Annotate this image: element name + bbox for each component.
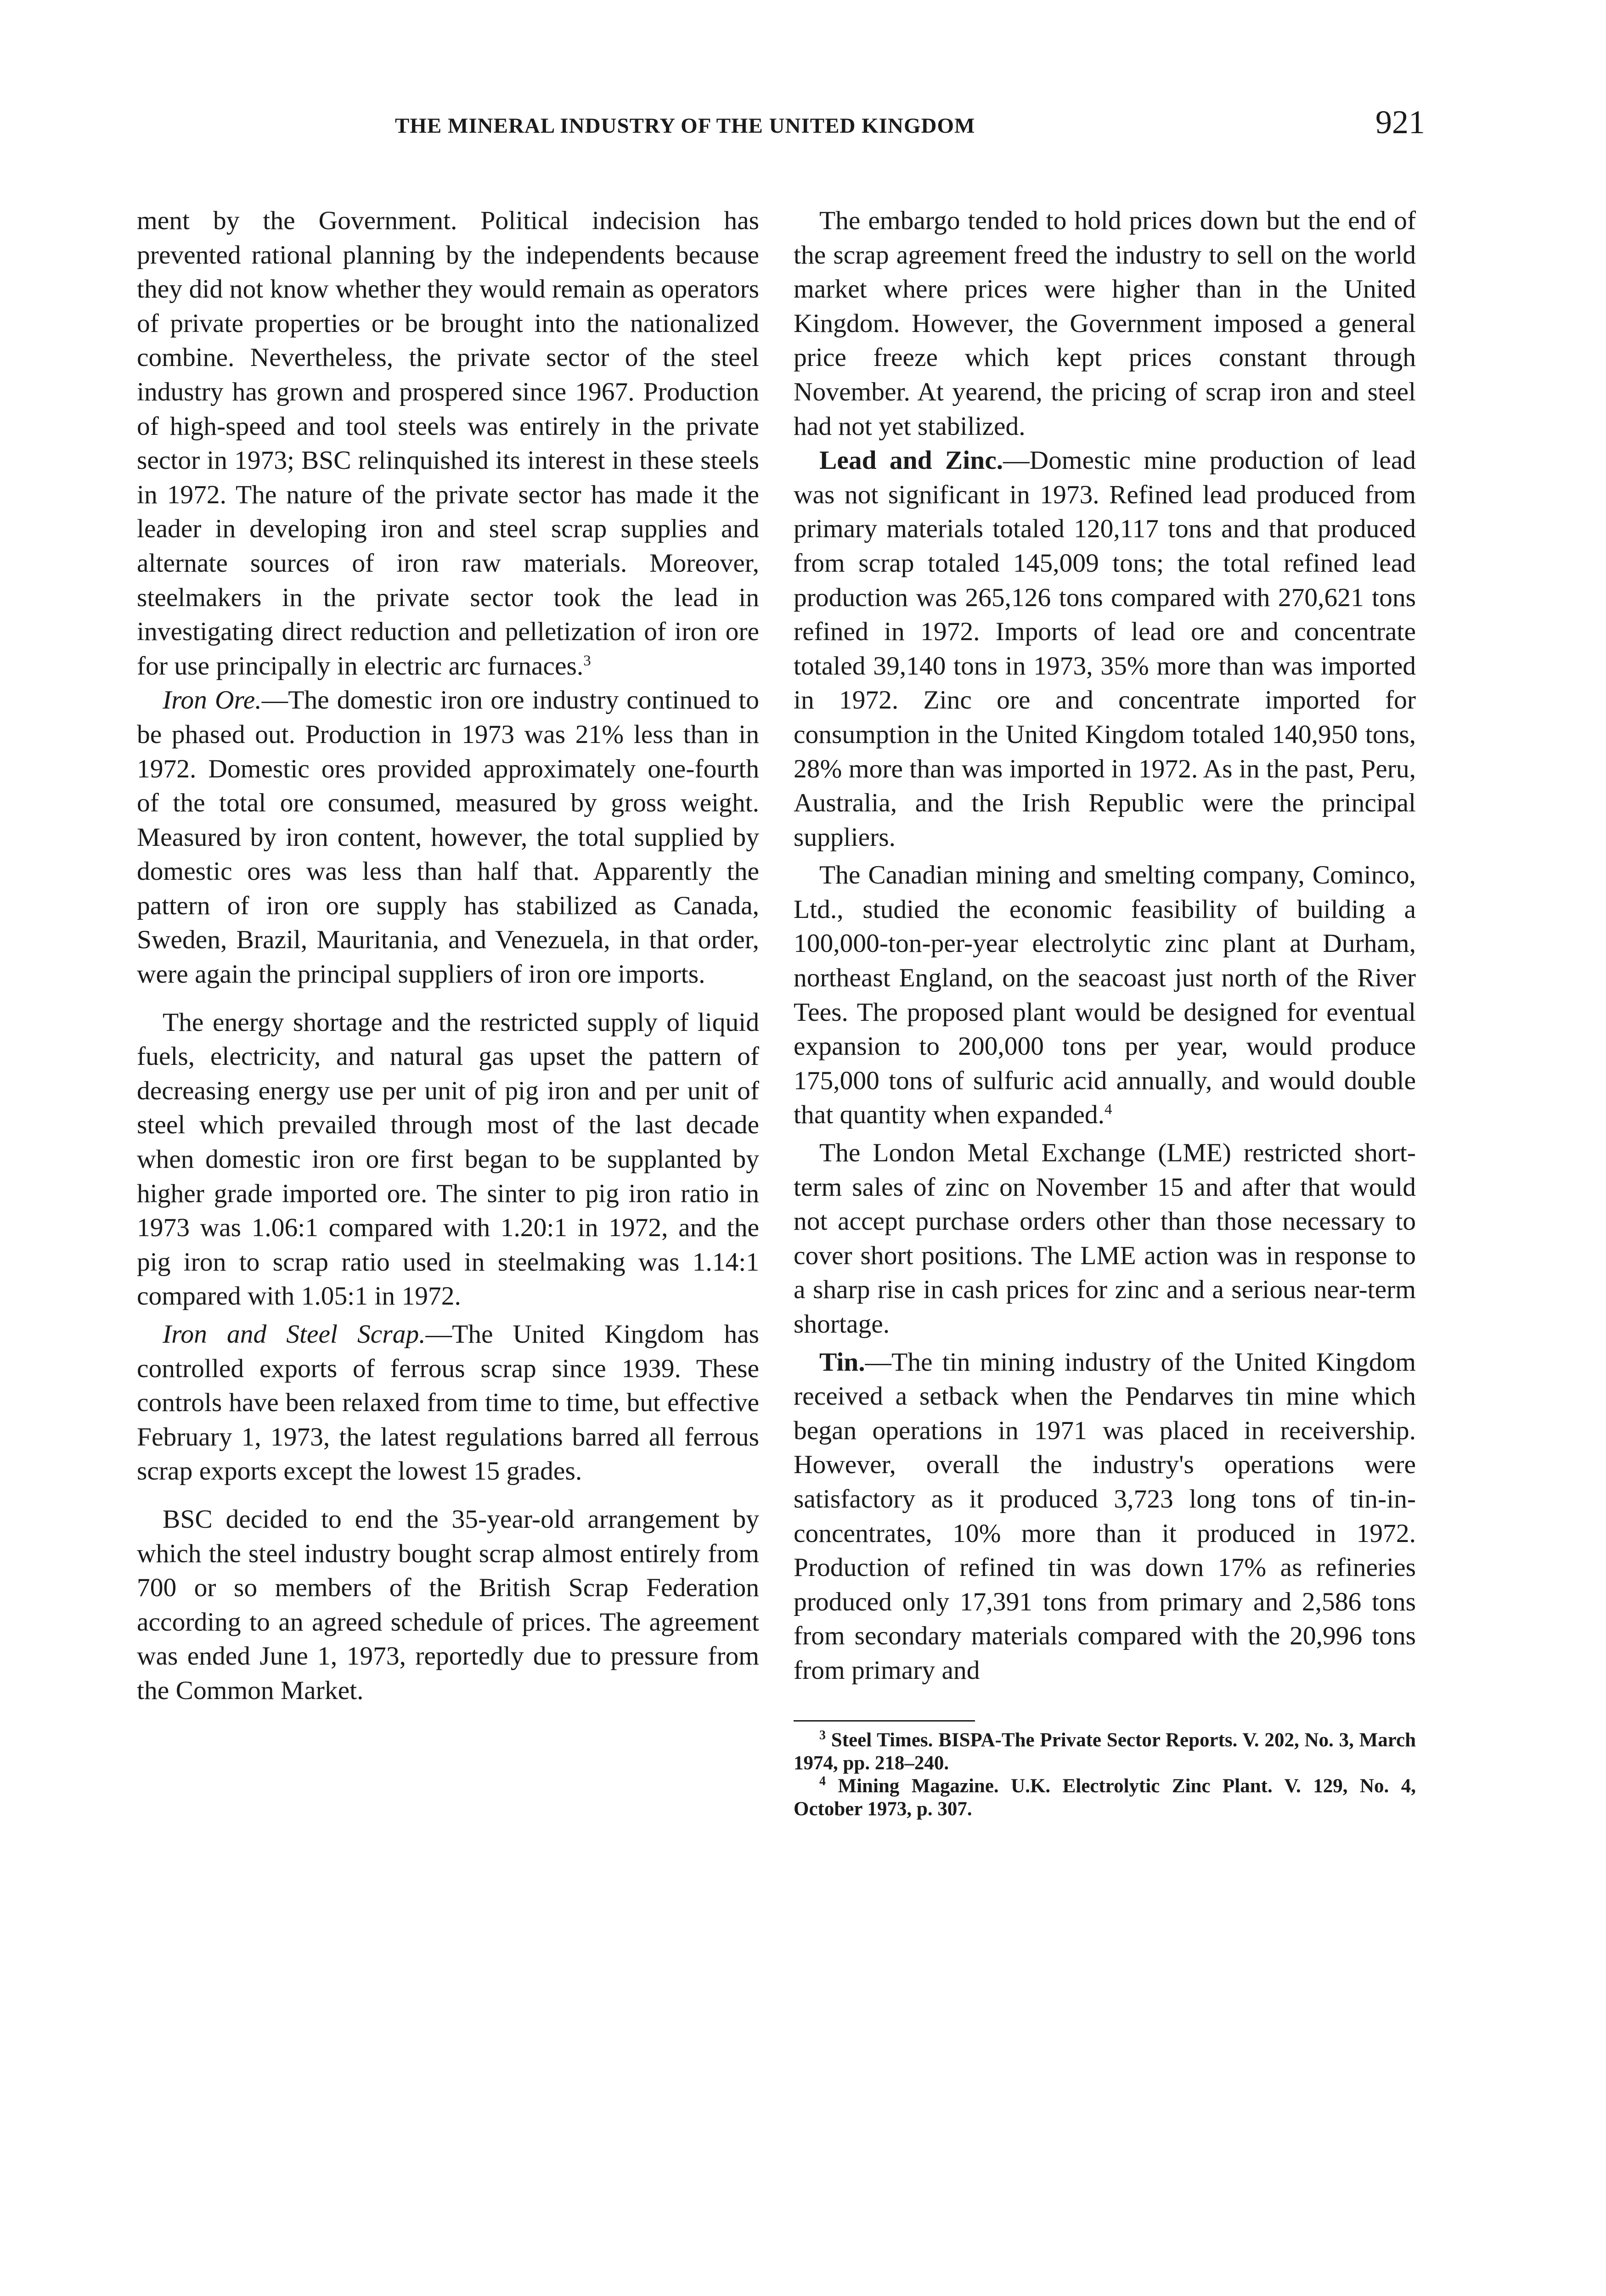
paragraph-lme: The London Metal Exchange (LME) restricted short-term sales of zinc on November 15 and after that would not accept purchase orders other than those necessary to cover short positions. The LME action was in response to a sharp rise in cash prices for zinc and a serious near-term shortage.: [794, 1138, 1416, 1339]
page-header: [0, 103, 1606, 158]
tin-heading: Tin.: [819, 1347, 865, 1377]
scrap-heading: Iron and Steel Scrap.: [163, 1320, 426, 1349]
paragraph-cominco: The Canadian mining and smelting company, Cominco, Ltd., studied the economic feasibility of building a 100,000-ton-per-year electrolytic zinc plant at Durham, northeast England, on the seacoast just north of the River Tees. The proposed plant would be designed for eventual expansion to 200,000 tons per year, would produce 175,000 tons of sulfuric acid annually, and would double that quantity when expanded.$^4$: [794, 861, 1416, 1130]
running-title: THE MINERAL INDUSTRY OF THE UNITED KINGDOM: [395, 114, 975, 138]
footnote-divider: [794, 1720, 975, 1722]
footnote-4: $^4$ Mining Magazine. U.K. Electrolytic Zinc Plant. V. 129, No. 4, October 1973, p. 307.: [794, 1774, 1416, 1820]
right-column: [794, 204, 1416, 1821]
footnote-ref-3[interactable]: 3: [583, 652, 591, 669]
paragraph-iron-ore: Iron Ore.—The domestic iron ore industry continued to be phased out. Production in 1973 was 21% less than in 1972. Domestic ores provided approximately one-fourth of the total ore consumed, measured by gross weight. Measured by iron content, however, the total supplied by domestic ores was less than half that. Apparently the pattern of iron ore supply has stabilized as Canada, Sweden, Brazil, Mauritania, and Venezuela, in that order, were again the principal suppliers of iron ore imports.: [137, 686, 759, 989]
footnote-3: $^3$ Steel Times. BISPA-The Private Sector Reports. V. 202, No. 3, March 1974, pp. 218–240.: [794, 1728, 1416, 1774]
footnote-marker: 4: [819, 1774, 826, 1789]
paragraph-embargo: The embargo tended to hold prices down but the end of the scrap agreement freed the industry to sell on the world market where prices were higher than in the United Kingdom. However, the Government imposed a general price freeze which kept prices constant through November. At yearend, the pricing of scrap iron and steel had not yet stabilized.: [794, 206, 1416, 441]
iron-ore-heading: Iron Ore.: [163, 686, 262, 715]
page-number: 921: [1375, 104, 1425, 141]
lead-zinc-heading: Lead and Zinc.: [819, 446, 1003, 475]
footnote-marker: 3: [819, 1728, 826, 1743]
footnotes: [794, 1729, 1416, 1821]
paragraph-private-sector: ment by the Government. Political indecision has prevented rational planning by the independents because they did not know whether they would remain as operators of private properties or be brought into the nationalized combine. Nevertheless, the private sector of the steel industry has grown and prospered since 1967. Production of high-speed and tool steels was entirely in the private sector in 1973; BSC relinquished its interest in these steels in 1972. The nature of the private sector has made it the leader in developing iron and steel scrap supplies and alternate sources of iron raw materials. Moreover, steelmakers in the private sector took the lead in investigating direct reduction and pelletization of iron ore for use principally in electric arc furnaces.$^3$: [137, 206, 759, 681]
left-column: [137, 204, 759, 1708]
paragraph-energy-shortage: The energy shortage and the restricted supply of liquid fuels, electricity, and natural gas upset the pattern of decreasing energy use per unit of pig iron and per unit of steel which prevailed through most of the last decade when domestic iron ore first began to be supplanted by higher grade imported ore. The sinter to pig iron ratio in 1973 was 1.06:1 compared with 1.20:1 in 1972, and the pig iron to scrap ratio used in steelmaking was 1.14:1 compared with 1.05:1 in 1972.: [137, 1007, 759, 1311]
footnote-ref-4[interactable]: 4: [1104, 1101, 1112, 1118]
paragraph-bsc-scrap: BSC decided to end the 35-year-old arrangement by which the steel industry bought scrap almost entirely from 700 or so members of the British Scrap Federation according to an agreed schedule of prices. The agreement was ended June 1, 1973, reportedly due to pressure from the Common Market.: [137, 1504, 759, 1705]
paragraph-scrap: Iron and Steel Scrap.—The United Kingdom has controlled exports of ferrous scrap since 1939. These controls have been relaxed from time to time, but effective February 1, 1973, the latest regulations barred all ferrous scrap exports except the lowest 15 grades.: [137, 1320, 759, 1486]
paragraph-lead-zinc: Lead and Zinc.—Domestic mine production of lead was not significant in 1973. Refined lead produced from primary materials totaled 120,117 tons and that produced from scrap totaled 145,009 tons; the total refined lead production was 265,126 tons compared with 270,621 tons refined in 1972. Imports of lead ore and concentrate totaled 39,140 tons in 1973, 35% more than was imported in 1972. Zinc ore and concentrate imported for consumption in the United Kingdom totaled 140,950 tons, 28% more than was imported in 1972. As in the past, Peru, Australia, and the Irish Republic were the principal suppliers.: [794, 446, 1416, 852]
paragraph-tin: Tin.—The tin mining industry of the United Kingdom received a setback when the Pendarves tin mine which began operations in 1971 was placed in receivership. However, overall the industry's operations were satisfactory as it produced 3,723 long tons of tin-in-concentrates, 10% more than it produced in 1972. Production of refined tin was down 17% as refineries produced only 17,391 tons from primary and 2,586 tons from secondary materials compared with the 20,996 tons from primary and: [794, 1347, 1416, 1685]
